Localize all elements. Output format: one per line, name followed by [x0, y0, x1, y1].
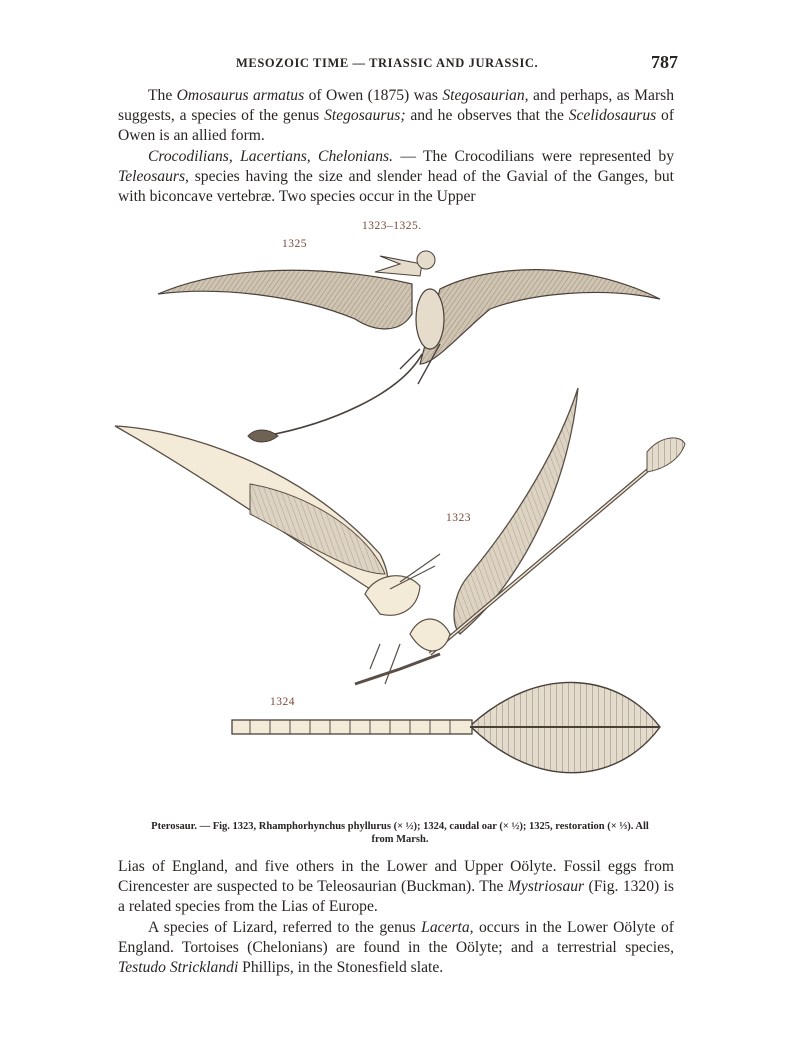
text-run: — The Crocodilians were represented by [392, 147, 674, 165]
restoration-figure-1325 [158, 251, 660, 442]
fossil-body [410, 619, 450, 651]
head-beak [375, 256, 422, 276]
bottom-text-block [118, 857, 674, 978]
italic-taxon: Lacerta, [421, 918, 474, 936]
text-run: and perhaps, as Marsh suggests, a species of the genus [118, 87, 674, 125]
engraving-illustration [100, 214, 700, 814]
figure-label-1324: 1324 [270, 696, 295, 708]
body [416, 289, 444, 349]
caudal-oar-1324 [232, 682, 660, 772]
fossil-specimen-1323 [115, 388, 685, 684]
italic-taxon: Stegosaurian, [442, 87, 529, 104]
caption-line-1: Pterosaur. — Fig. 1323, Rhamphorhynchus phyllurus (× ½); 1324, caudal oar (× ½); 1325, restoration (× ⅓). All [151, 821, 649, 832]
top-text-block [118, 86, 674, 207]
caption-line-2: from Marsh. [371, 834, 429, 845]
text-run: Phillips, in the Stonesfield slate. [238, 959, 444, 977]
figure-caption [100, 820, 700, 846]
text-run: (Fig. 1320) is a related species from the Lias of Europe. [118, 878, 674, 916]
text-run: The [148, 87, 177, 104]
text-run: A species of Lizard, referred to the genus [148, 918, 422, 936]
text-run: Lias of England, and five others in the Lower and Upper Oölyte. Fossil eggs from Cirencester are suspected to be Teleosaurian (Buckman). The [118, 858, 674, 896]
tail [265, 354, 422, 436]
italic-taxon: Scelidosaurus [568, 107, 657, 125]
text-run: of Owen (1875) was [304, 87, 443, 104]
figure-label-1323: 1323 [446, 512, 471, 524]
italic-taxon: Testudo Stricklandi [118, 959, 239, 977]
text-run: occurs in the Lower Oölyte of England. Tortoises (Chelonians) are found in the Oölyte; and a terrestrial species, [118, 918, 674, 956]
paragraph-lizard [118, 918, 674, 979]
page-header [118, 52, 678, 74]
fossil-tail-vane [647, 438, 685, 472]
paragraph-crocodilians [118, 147, 674, 208]
italic-taxon: Stegosaurus; [324, 107, 406, 125]
italic-taxon: Mystriosaur [507, 878, 585, 896]
fossil-right-wing [454, 388, 578, 634]
figure-group-label: 1323–1325. [362, 220, 422, 232]
paragraph-omosaurus [118, 86, 674, 147]
figure-label-1325: 1325 [282, 238, 307, 250]
tail-vane [248, 430, 278, 442]
paragraph-lias [118, 857, 674, 918]
italic-taxon: Omosaurus armatus [176, 87, 305, 104]
running-title: MESOZOIC TIME — TRIASSIC AND JURASSIC. [236, 56, 539, 70]
page-number: 787 [651, 52, 678, 72]
pterosaur-figure [100, 214, 700, 814]
oar-shaft [232, 720, 472, 734]
right-wing [420, 270, 660, 364]
text-run: species having the size and slender head of the Gavial of the Ganges, but with biconcave vertebræ. Two species occur in the Upper [118, 167, 674, 206]
text-run: of Owen is an allied form. [118, 107, 675, 145]
italic-taxon: Teleosaurs, [118, 167, 189, 185]
text-run: and he observes that the [405, 107, 569, 125]
left-wing [158, 270, 412, 329]
italic-heading: Crocodilians, Lacertians, Chelonians. [148, 147, 393, 165]
